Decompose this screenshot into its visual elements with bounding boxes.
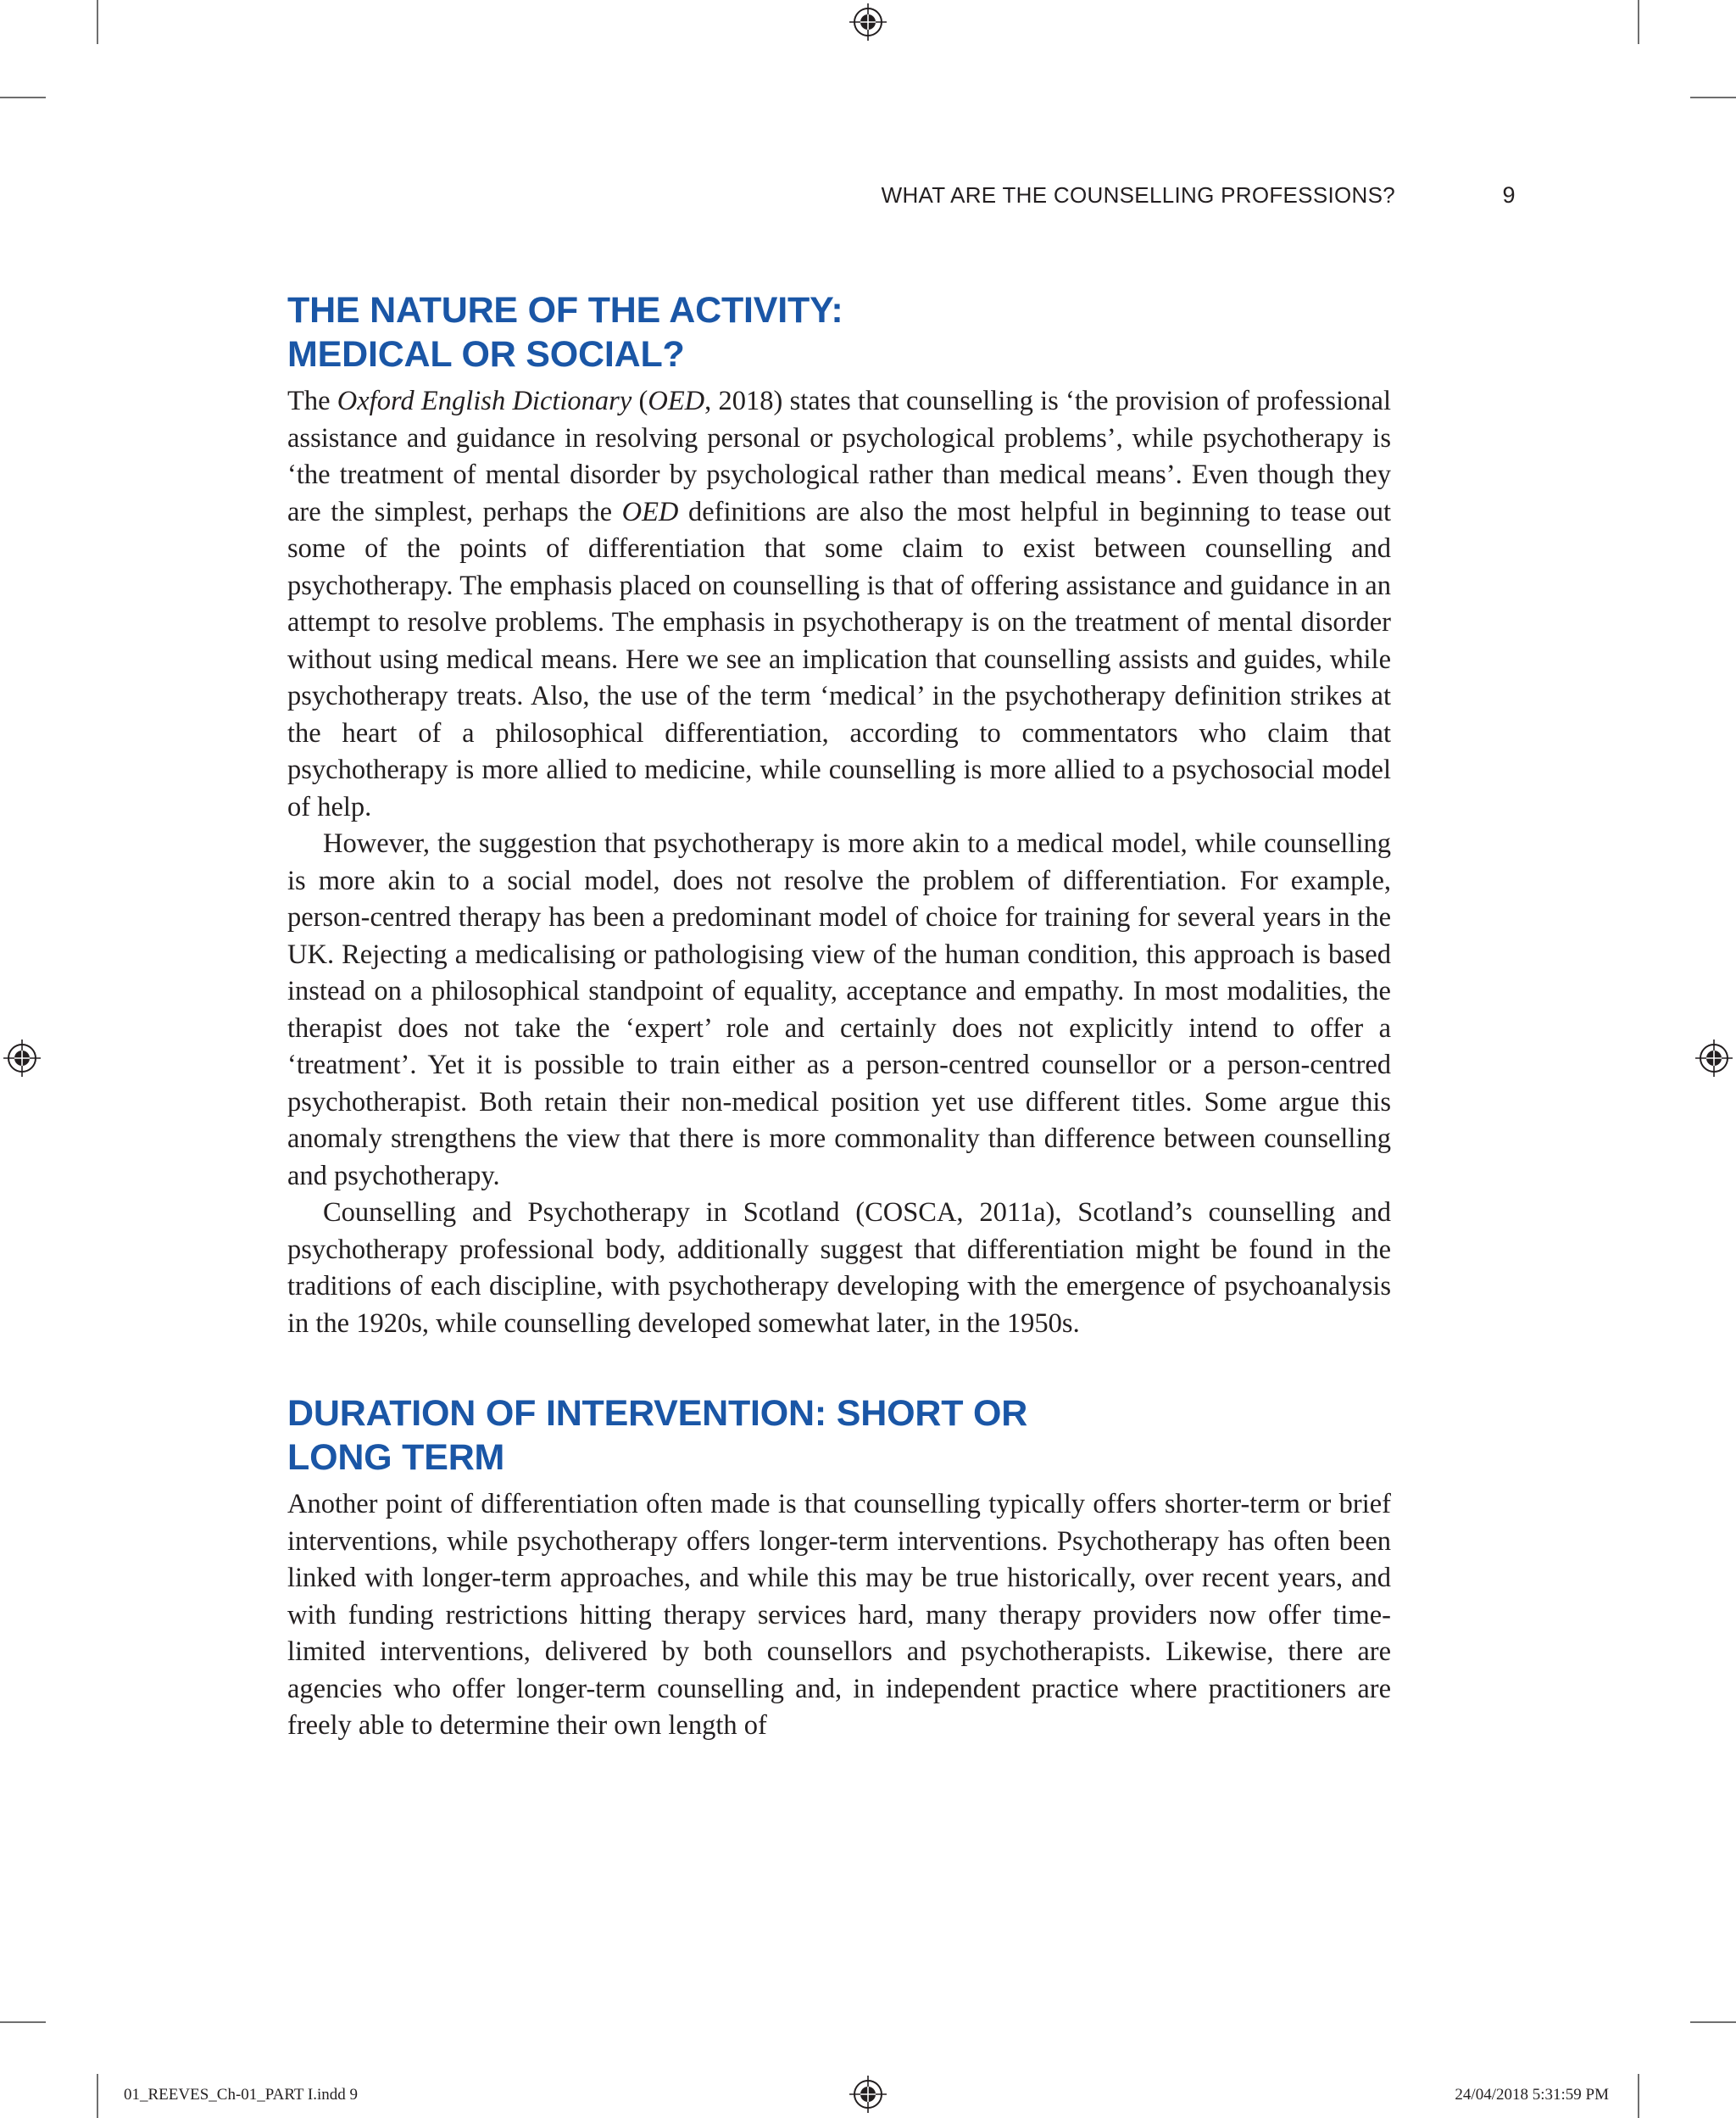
text-run: ( [632,386,648,416]
registration-mark-left-icon [3,1039,41,1077]
crop-mark-top-left-h [0,97,46,98]
section-heading [287,288,1391,376]
paragraph: Another point of differentiation often made is that counselling typically offers shorter-term or brief interventions, while psychotherapy offers longer-term interventions. Psychotherapy has often been linked with longer-term approaches, and while this may be true historically, over recent years, and with funding restrictions hitting therapy services hard, many therapy providers now offer time-limited interventions, delivered by both counsellors and psychotherapists. Likewise, there are agencies who offer longer-term counselling and, in independent practice where practitioners are freely able to determine their own length of [287,1489,1391,1741]
running-head: WHAT ARE THE COUNSELLING PROFESSIONS? [881,182,1395,208]
page-body [287,288,1391,1794]
crop-mark-top-right-h [1690,97,1736,98]
section-nature-of-activity [287,288,1391,1342]
paragraph: Counselling and Psychotherapy in Scotland (COSCA, 2011a), Scotland’s counselling and psychotherapy professional body, additionally suggest that differentiation might be found in the traditions of each discipline, with psychotherapy developing with the emergence of psychoanalysis in the 1920s, while counselling developed somewhat later, in the 1950s. [287,1197,1391,1339]
text-run: The [287,386,337,416]
crop-mark-bottom-right [1638,2074,1639,2118]
page-number: 9 [1502,182,1516,208]
crop-mark-bottom-left [97,2074,98,2118]
section-duration-of-intervention [287,1391,1391,1745]
crop-mark-top-left [97,0,98,44]
paragraph [287,383,1391,826]
registration-mark-top-icon [849,3,887,41]
heading-line: THE NATURE OF THE ACTIVITY: [287,290,843,331]
text-run: , 2018) states that counselling is ‘the provision of professional assistance and guidance in resolving personal or psychological problems’, while psychotherapy is ‘the treatment of mental disorder by psychological rather than medical means’. Even though they are the simplest, perhaps the [287,386,1391,527]
text-run-italic: OED [621,496,679,527]
section-heading [287,1391,1391,1480]
timestamp: 24/04/2018 5:31:59 PM [1455,2086,1609,2104]
heading-line: LONG TERM [287,1437,505,1478]
crop-mark-bottom-left-h [0,2021,46,2023]
text-run-italic: OED [648,386,705,416]
text-run: definitions are also the most helpful in beginning to tease out some of the points of differentiation that some claim to exist between counselling and psychotherapy. The emphasis placed on counselling is that of offering assistance and guidance in an attempt to resolve problems. The emphasis in psychotherapy is on the treatment of mental disorder without using medical means. Here we see an implication that counselling assists and guides, while psychotherapy treats. Also, the use of the term ‘medical’ in the psychotherapy definition strikes at the heart of a philosophical differentiation, according to commentators who claim that psychotherapy is more allied to medicine, while counselling is more allied to a psychosocial model of help. [287,496,1391,822]
registration-mark-right-icon [1695,1039,1733,1077]
crop-mark-bottom-right-h [1690,2021,1736,2023]
text-run-italic: Oxford English Dictionary [337,386,632,416]
heading-line: DURATION OF INTERVENTION: SHORT OR [287,1393,1028,1434]
file-slug: 01_REEVES_Ch-01_PART I.indd 9 [124,2086,358,2104]
registration-mark-bottom-icon [849,2076,887,2113]
paragraph: However, the suggestion that psychotherapy is more akin to a medical model, while counselling is more akin to a social model, does not resolve the problem of differentiation. For example, person-centred therapy has been a predominant model of choice for training for several years in the UK. Rejecting a medicalising or pathologising view of the human condition, this approach is based instead on a philosophical standpoint of equality, acceptance and empathy. In most modalities, the therapist does not take the ‘expert’ role and certainly does not explicitly intend to offer a ‘treatment’. Yet it is possible to train either as a person-centred counsellor or a person-centred psychotherapist. Both retain their non-medical position yet use different titles. Some argue this anomaly strengthens the view that there is more commonality than difference between counselling and psychotherapy. [287,828,1391,1191]
crop-mark-top-right [1638,0,1639,44]
heading-line: MEDICAL OR SOCIAL? [287,334,685,375]
